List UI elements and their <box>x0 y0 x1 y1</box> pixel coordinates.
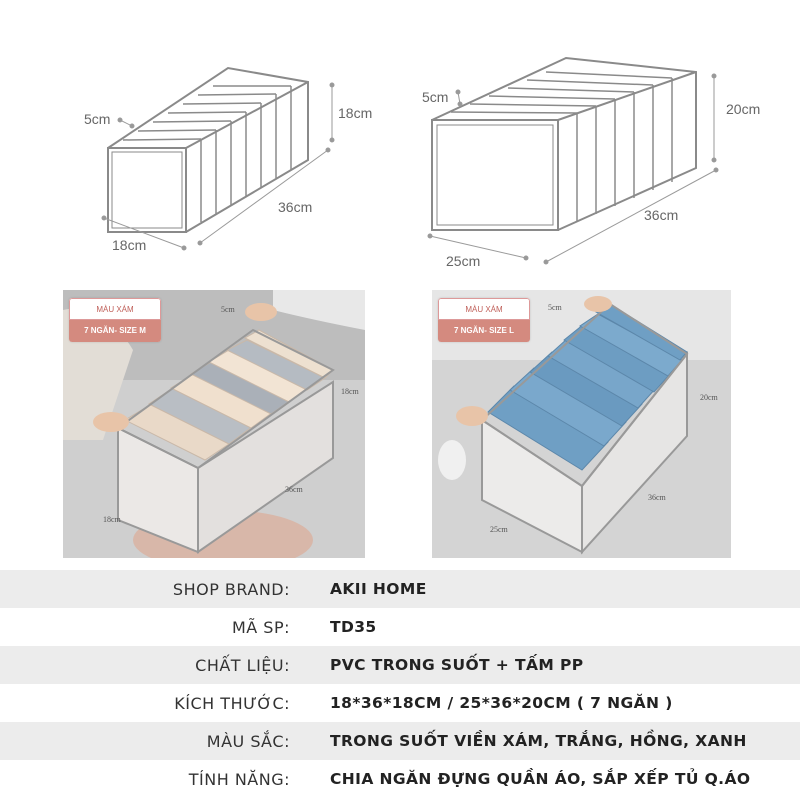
diagram-width-label: 18cm <box>112 237 147 253</box>
spec-label: KÍCH THƯỚC: <box>174 693 290 713</box>
diagram-height-label: 20cm <box>726 101 761 117</box>
color-badge: MÀU XÁM <box>69 298 161 320</box>
spec-value: AKII HOME <box>330 580 427 598</box>
size-l-diagram <box>400 0 800 285</box>
spec-row-color <box>0 722 800 760</box>
spec-value: CHIA NGĂN ĐỰNG QUẦN ÁO, SẮP XẾP TỦ Q.ÁO <box>330 770 751 788</box>
diagram-length-label: 36cm <box>278 199 313 215</box>
spec-label: TÍNH NĂNG: <box>188 769 290 789</box>
spec-value: PVC TRONG SUỐT + TẤM PP <box>330 656 584 674</box>
spec-row-brand <box>0 570 800 608</box>
spec-label: MÃ SP: <box>231 617 290 637</box>
spec-label: MÀU SẮC: <box>206 731 290 751</box>
spec-label: SHOP BRAND: <box>172 579 290 599</box>
size-badge: 7 NGĂN- SIZE M <box>69 320 161 342</box>
size-m-photo <box>63 290 365 558</box>
spec-label: CHẤT LIỆU: <box>195 655 290 675</box>
photo-height-label: 20cm <box>700 393 718 402</box>
spec-value: TRONG SUỐT VIỀN XÁM, TRẮNG, HỒNG, XANH <box>330 732 747 750</box>
photo-depth-label: 5cm <box>548 303 562 312</box>
spec-value: 18*36*18CM / 25*36*20CM ( 7 NGĂN ) <box>330 694 673 712</box>
spec-table <box>0 570 800 798</box>
color-badge: MÀU XÁM <box>438 298 530 320</box>
diagram-length-label: 36cm <box>644 207 679 223</box>
diagram-depth-label: 5cm <box>422 89 449 105</box>
spec-row-code <box>0 608 800 646</box>
product-badge <box>438 298 530 342</box>
photo-height-label: 18cm <box>341 387 359 396</box>
product-badge <box>69 298 161 342</box>
photo-width-label: 25cm <box>490 525 508 534</box>
spec-row-size <box>0 684 800 722</box>
size-badge: 7 NGĂN- SIZE L <box>438 320 530 342</box>
diagram-depth-label: 5cm <box>84 111 111 127</box>
photo-length-label: 36cm <box>285 485 303 494</box>
spec-value: TD35 <box>330 618 377 636</box>
diagram-width-label: 25cm <box>446 253 481 269</box>
spec-row-material <box>0 646 800 684</box>
size-l-photo <box>432 290 731 558</box>
diagram-height-label: 18cm <box>338 105 373 121</box>
photo-length-label: 36cm <box>648 493 666 502</box>
size-m-diagram <box>60 0 390 285</box>
spec-row-feature <box>0 760 800 798</box>
photo-depth-label: 5cm <box>221 305 235 314</box>
photo-width-label: 18cm <box>103 515 121 524</box>
